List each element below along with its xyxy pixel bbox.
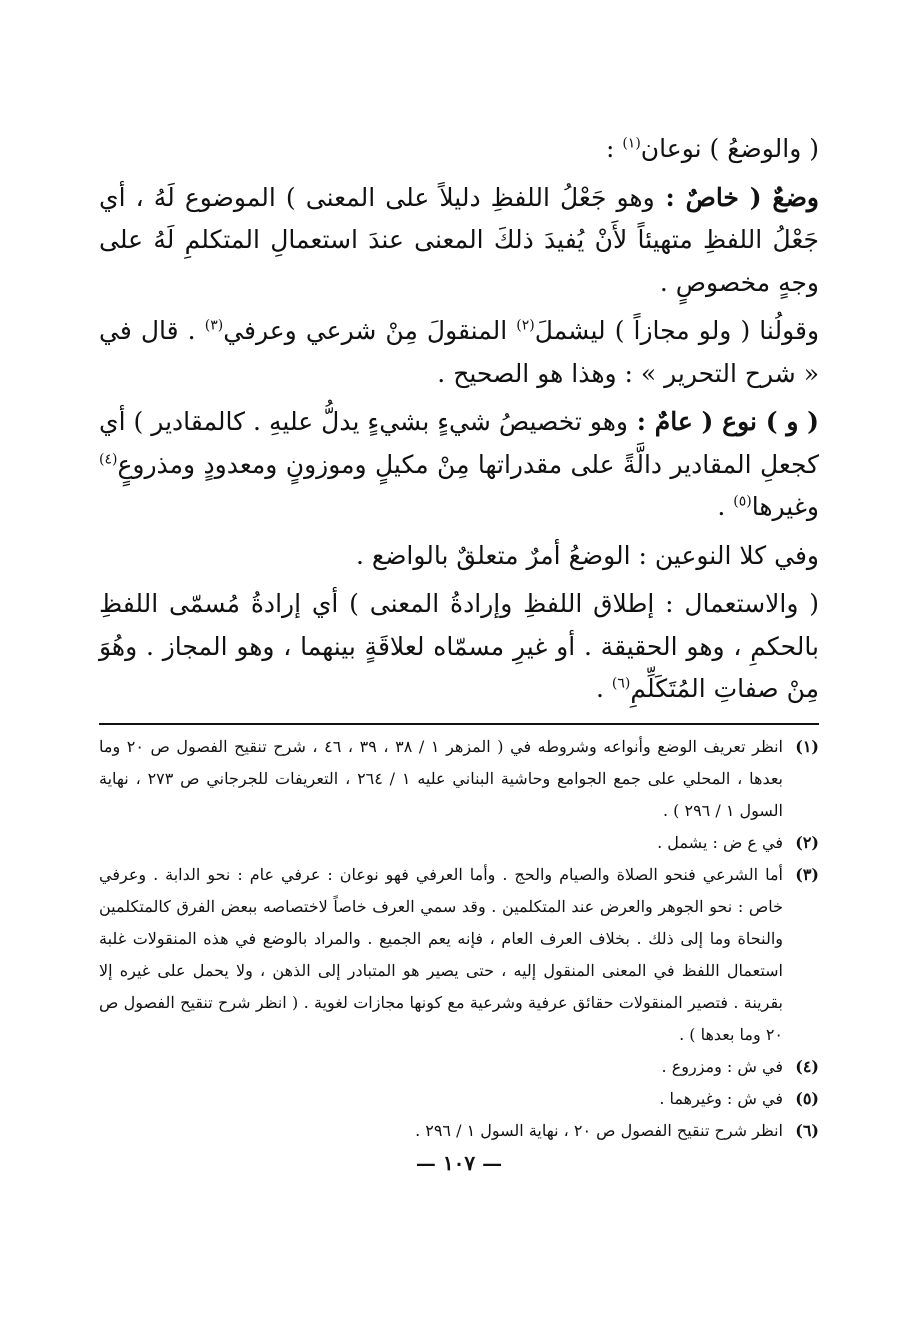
page-number: — ١٠٧ —: [415, 1150, 503, 1175]
footnote-reference: (٤): [99, 451, 118, 468]
footnote-separator: [99, 723, 819, 725]
paragraph: [99, 310, 819, 395]
paragraph: [99, 535, 819, 578]
footnote-reference: (١): [622, 135, 641, 152]
footnote-number: (٣): [795, 864, 819, 884]
paragraph: [99, 401, 819, 529]
footnote-reference: (٦): [611, 675, 631, 692]
text-run: .: [596, 674, 612, 703]
book-page: [99, 128, 819, 1175]
text-run: وغيرها: [751, 492, 819, 521]
footnotes: [99, 731, 819, 1147]
text-run: ( والوضعُ ) نوعان: [640, 134, 819, 163]
footnote-number: (٦): [795, 1120, 819, 1140]
footnote-text: انظر تعريف الوضع وأنواعه وشروطه في ( المزهر ١ / ٣٨ ، ٣٩ ، ٤٦ ، شرح تنقيح الفصول ص ٢٠ وما بعدها ، المحلي على جمع الجوامع وحاشية البناني عليه ١ / ٢٦٤ ، التعريفات للجرجاني ص ٢٧٣ ، نهاية السول ١ / ٢٩٦ ) .: [99, 736, 784, 820]
footnote-number: (٢): [795, 832, 819, 852]
text-run: ( والاستعمال : إطلاق اللفظِ وإرادةُ المعنى ) أي إرادةُ مُسمّى اللفظِ بالحكمِ ، وهو الحقيقة . أو غيرِ مسمّاه لعلاقَةٍ بينهما ، وهو المجاز . وهُوَ مِنْ صفاتِ المُتَكَلِّمِ: [99, 589, 819, 703]
footnote: [99, 859, 819, 1051]
footnote: [99, 1083, 819, 1115]
footnote-reference: (٣): [204, 317, 224, 334]
footnote-text: في ع ض : يشمل .: [657, 832, 783, 852]
footnote-reference: (٢): [516, 317, 535, 334]
footnote-number: (٥): [795, 1088, 819, 1108]
text-run: وهو جَعْلُ اللفظِ دليلاً على المعنى ) الموضوع لَهُ ، أي جَعْلُ اللفظِ متهيئاً لأَنْ يُفيدَ ذلكَ المعنى عندَ استعمالِ المتكلمِ لَهُ على وجهٍ مخصوصٍ .: [99, 182, 819, 297]
footnote-number: (١): [795, 736, 819, 756]
footnote: [99, 1115, 819, 1147]
footnote: [99, 1051, 819, 1083]
footnote-text: في ش : ومزروع .: [661, 1056, 783, 1076]
text-run: المنقولَ مِنْ شرعي وعرفي: [223, 316, 517, 345]
footnote: [99, 731, 819, 827]
main-text: [99, 128, 819, 711]
paragraph: [99, 128, 819, 171]
text-run: . قال في « شرح التحرير » : وهذا هو الصحيح .: [99, 316, 819, 388]
bold-text: ( و ) نوع ( عامٌ :: [628, 407, 820, 436]
paragraph: [99, 583, 819, 711]
footnote-reference: (٥): [733, 493, 752, 510]
bold-text: وضعٌ ( خاصٌ :: [654, 182, 819, 212]
footnote: [99, 827, 819, 859]
paragraph: [99, 177, 819, 305]
footnote-number: (٤): [795, 1056, 819, 1076]
footnote-text: أما الشرعي فنحو الصلاة والصيام والحج . وأما العرفي فهو نوعان : عرفي عام : نحو الدابة . وعرفي خاص : نحو الجوهر والعرض عند المتكلمين . وقد سمي العرف خاصاً لاختصاصه ببعض الفرق كالمتكلمين والنحاة وما إلى ذلك . بخلاف العرف العام ، فإنه يعم الجميع . والمراد بالوضع في هذه المنقولات غلبة استعمال اللفظ في المعنى المنقول إليه ، حتى يصير هو المتبادر إلى الذهن ، ولا يحمل على غيره إلا بقرينة . فتصير المنقولات حقائق عرفية وشرعية مع كونها مجازات لغوية . ( انظر شرح تنقيح الفصول ص ٢٠ وما بعدها ) .: [99, 864, 783, 1044]
text-run: وقولُنا ( ولو مجازاً ) ليشملَ: [534, 316, 820, 345]
footnote-text: في ش : وغيرهما .: [659, 1088, 783, 1108]
text-run: وهو تخصيصُ شيءٍ بشيءٍ يدلُّ عليهِ . كالمقادير ) أي كجعلِ المقادير دالَّةً على مقدراتها مِنْ مكيلٍ وموزونٍ ومعدودٍ ومذروعٍ: [99, 407, 819, 479]
text-run: وفي كلا النوعين : الوضعُ أمرٌ متعلقٌ بالواضع .: [356, 540, 819, 570]
footnote-text: انظر شرح تنقيح الفصول ص ٢٠ ، نهاية السول ١ / ٢٩٦ .: [415, 1120, 783, 1140]
text-run: .: [717, 492, 734, 521]
text-run: :: [605, 134, 623, 163]
